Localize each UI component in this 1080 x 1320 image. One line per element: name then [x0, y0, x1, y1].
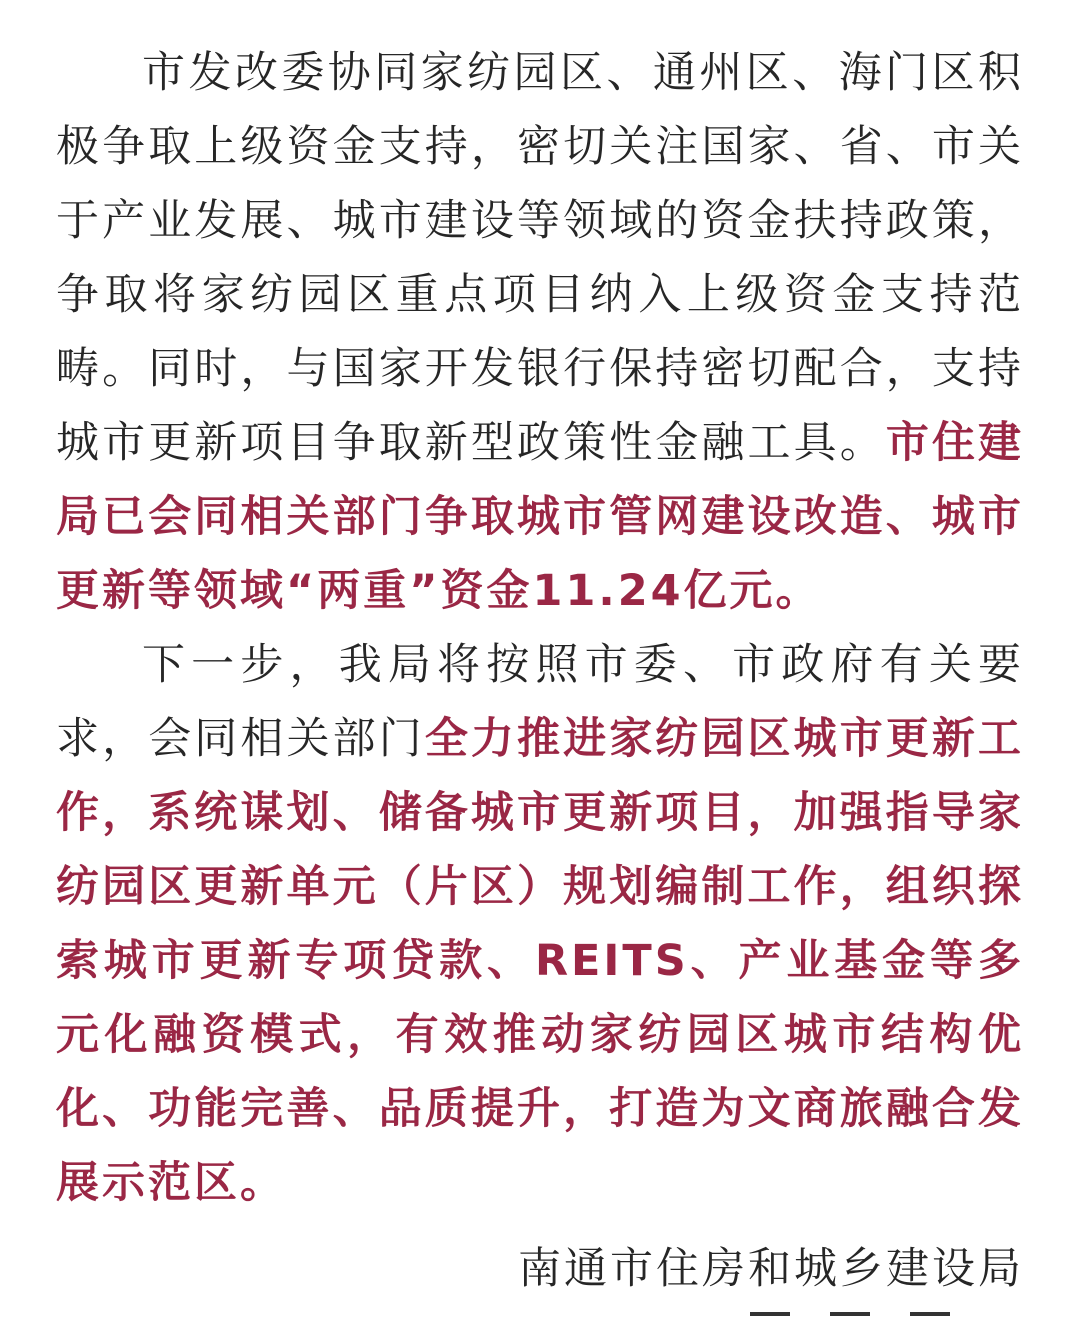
paragraph-next-steps-highlight: 全力推进家纺园区城市更新工作，系统谋划、储备城市更新项目，加强指导家纺园区更新单元（片区）规划编制工作，组织探索城市更新专项贷款、REITS、产业基金等多元化融资模式，有效推动家纺园区城市结构优化、功能完善、品质提升，打造为文商旅融合发展示范区。	[56, 714, 1025, 1208]
cropped-date-line	[750, 1306, 1020, 1320]
signature-organization: 南通市住房和城乡建设局	[518, 1244, 1024, 1294]
document-body	[56, 36, 1024, 1220]
paragraph-next-steps-text: 下一步，我局将按照市委、市政府有关要求，会同相关部门	[56, 640, 1024, 764]
cropped-glyph	[830, 1312, 870, 1320]
paragraph-funding	[56, 36, 1024, 628]
paragraph-funding-highlight: 市住建局已会同相关部门争取城市管网建设改造、城市更新等领域“两重”资金11.24亿元。	[56, 418, 1025, 616]
cropped-glyph	[750, 1312, 790, 1320]
cropped-glyph	[910, 1312, 950, 1320]
paragraph-next-steps	[56, 628, 1024, 1220]
paragraph-funding-text: 市发改委协同家纺园区、通州区、海门区积极争取上级资金支持，密切关注国家、省、市关于产业发展、城市建设等领域的资金扶持政策，争取将家纺园区重点项目纳入上级资金支持范畴。同时，与国家开发银行保持密切配合，支持城市更新项目争取新型政策性金融工具。	[56, 48, 1024, 468]
